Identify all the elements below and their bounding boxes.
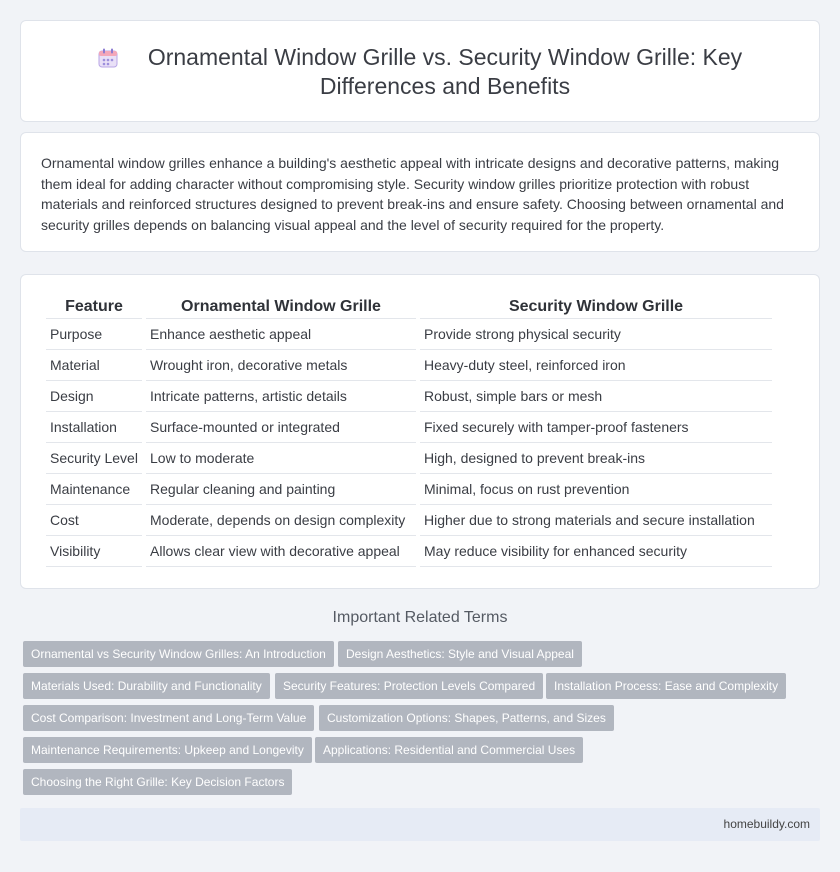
- ornamental-cell: Regular cleaning and painting: [146, 474, 416, 505]
- related-terms-heading: Important Related Terms: [332, 609, 508, 626]
- related-tag[interactable]: Maintenance Requirements: Upkeep and Longevity: [23, 737, 312, 763]
- table-row: [46, 350, 772, 381]
- ornamental-cell: Intricate patterns, artistic details: [146, 381, 416, 412]
- header-security: Security Window Grille: [420, 295, 772, 319]
- table-row: [46, 412, 772, 443]
- page-title: Ornamental Window Grille vs. Security Window Grille: Key Differences and Benefits: [147, 44, 743, 99]
- ornamental-cell: Wrought iron, decorative metals: [146, 350, 416, 381]
- table-row: [46, 319, 772, 350]
- intro-card: [20, 132, 820, 252]
- related-tag[interactable]: Security Features: Protection Levels Compared: [275, 673, 543, 699]
- security-cell: Fixed securely with tamper-proof fasteners: [420, 412, 772, 443]
- security-cell: Higher due to strong materials and secure installation: [420, 505, 772, 536]
- related-tag[interactable]: Materials Used: Durability and Functionality: [23, 673, 270, 699]
- title-card: [20, 20, 820, 122]
- related-tag[interactable]: Applications: Residential and Commercial Uses: [315, 737, 583, 763]
- feature-cell: Design: [46, 381, 142, 412]
- comparison-table: [42, 295, 776, 567]
- feature-cell: Maintenance: [46, 474, 142, 505]
- related-tag[interactable]: Customization Options: Shapes, Patterns, and Sizes: [319, 705, 614, 731]
- header-feature: Feature: [46, 295, 142, 319]
- feature-cell: Visibility: [46, 536, 142, 567]
- table-row: [46, 536, 772, 567]
- related-tag[interactable]: Installation Process: Ease and Complexity: [546, 673, 786, 699]
- security-cell: Provide strong physical security: [420, 319, 772, 350]
- ornamental-cell: Allows clear view with decorative appeal: [146, 536, 416, 567]
- feature-cell: Security Level: [46, 443, 142, 474]
- security-cell: Minimal, focus on rust prevention: [420, 474, 772, 505]
- security-cell: Heavy-duty steel, reinforced iron: [420, 350, 772, 381]
- footer: [20, 808, 820, 841]
- table-row: [46, 505, 772, 536]
- security-cell: Robust, simple bars or mesh: [420, 381, 772, 412]
- table-row: [46, 443, 772, 474]
- related-tag[interactable]: Cost Comparison: Investment and Long-Term Value: [23, 705, 314, 731]
- table-row: [46, 381, 772, 412]
- security-cell: High, designed to prevent break-ins: [420, 443, 772, 474]
- related-tag[interactable]: Ornamental vs Security Window Grilles: An Introduction: [23, 641, 334, 667]
- feature-cell: Material: [46, 350, 142, 381]
- ornamental-cell: Surface-mounted or integrated: [146, 412, 416, 443]
- feature-cell: Cost: [46, 505, 142, 536]
- table-header-row: [46, 295, 772, 319]
- comparison-card: [20, 274, 820, 589]
- ornamental-cell: Moderate, depends on design complexity: [146, 505, 416, 536]
- ornamental-cell: Low to moderate: [146, 443, 416, 474]
- feature-cell: Installation: [46, 412, 142, 443]
- intro-paragraph: Ornamental window grilles enhance a building's aesthetic appeal with intricate designs and decorative patterns, making them ideal for adding character without compromising style. Security window grilles prioritize protection with robust materials and reinforced structures designed to prevent break-ins and ensure safety. Choosing between ornamental and security grilles depends on balancing visual appeal and the level of security required for the property.: [41, 155, 784, 233]
- table-row: [46, 474, 772, 505]
- header-ornamental: Ornamental Window Grille: [146, 295, 416, 319]
- security-cell: May reduce visibility for enhanced security: [420, 536, 772, 567]
- ornamental-cell: Enhance aesthetic appeal: [146, 319, 416, 350]
- feature-cell: Purpose: [46, 319, 142, 350]
- related-tag[interactable]: Design Aesthetics: Style and Visual Appeal: [338, 641, 582, 667]
- footer-site-link[interactable]: homebuildy.com: [723, 817, 810, 831]
- related-tag[interactable]: Choosing the Right Grille: Key Decision Factors: [23, 769, 292, 795]
